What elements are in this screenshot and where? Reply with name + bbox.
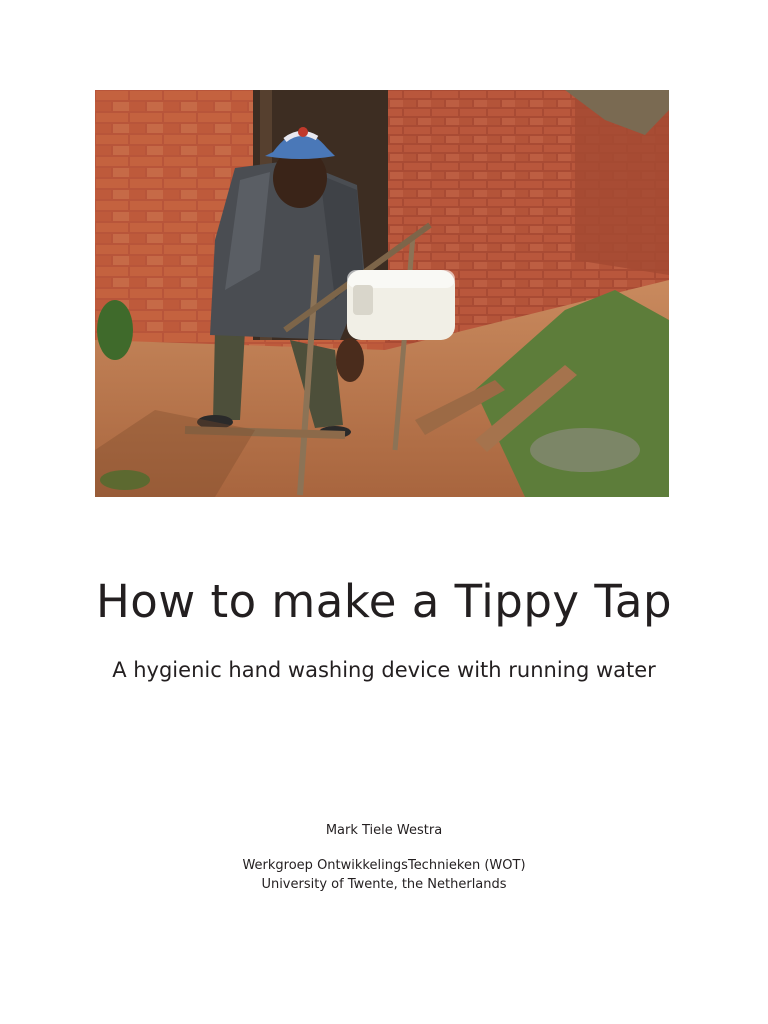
- affiliation-line-2: University of Twente, the Netherlands: [261, 877, 507, 892]
- document-title: How to make a Tippy Tap: [95, 575, 673, 628]
- cover-photo: [95, 90, 669, 497]
- affiliation-line-1: Werkgroep OntwikkelingsTechnieken (WOT): [242, 858, 526, 873]
- document-subtitle: A hygienic hand washing device with running water: [112, 658, 656, 682]
- author-name: Mark Tiele Westra: [325, 823, 443, 838]
- tippy-tap-photo-icon: [95, 90, 669, 497]
- affiliation: [0, 856, 768, 894]
